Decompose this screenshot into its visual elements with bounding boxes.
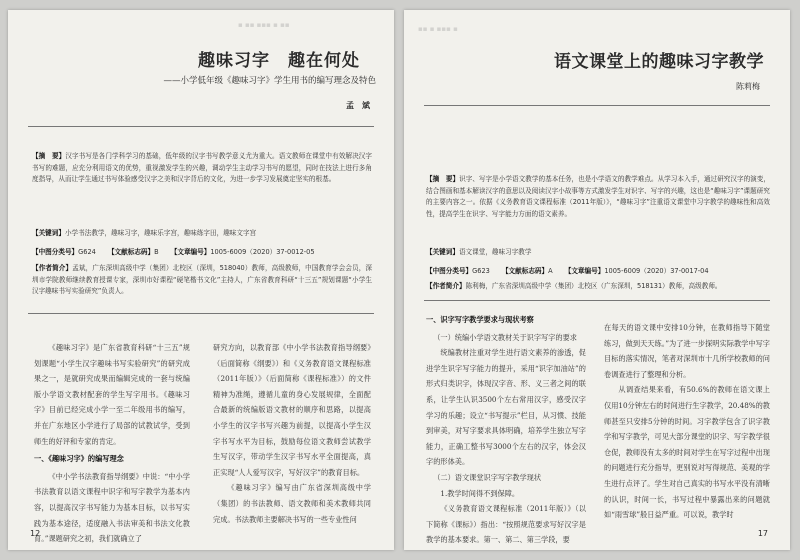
body-paragraph: 研究方向，以教育部《中小学书法教育指导纲要》（后面简称《纲要》）和《义务教育语文课程标准（2011年版）》（后面简称《课程标准》）的文件精神为准绳，遵循儿童的身心发展规律，全面配合最新的统编版语文教材的顺序和思路，以提高小学生的汉字书写兴趣为前提，以提高小学生汉字书写水平为目标，鼓励每位语文教师尝试教学生写汉字，带动学生汉字书写水平全面提高，真正实现“人人爱写汉字，写好汉字”的教育目标。 — [213, 343, 371, 477]
keywords-text: 语文课堂，趣味习字教学 — [458, 248, 532, 256]
doc-code-label: 【文献标志码】 — [107, 248, 155, 256]
body-paragraph: 在每天的语文课中安排10分钟，在教师指导下随堂练习，做到天天练。”为了进一步探明实际教学中写字目标的落实情况，笔者对深圳市十几所学校教师的问卷调查进行了整理和分析。 — [604, 323, 770, 379]
article-author: 孟 斌 — [346, 101, 370, 110]
article-no-value: 1005-6009（2020）37-0017-04 — [604, 267, 709, 275]
abstract — [32, 151, 372, 186]
abstract-label: 【摘 要】 — [426, 175, 460, 183]
doc-code-label: 【文献标志码】 — [501, 267, 549, 275]
article-no-label: 【文章编号】 — [564, 267, 605, 275]
author-intro — [426, 281, 770, 293]
subsection-heading: （一）统编小学语文教材关于识字写字的要求 — [433, 332, 577, 342]
right-page — [404, 10, 790, 550]
keywords — [426, 247, 770, 259]
body-column-1 — [426, 310, 586, 548]
bleed-through-text: ▪ ▪▪ ▪▪▪ ▪ ▪▪ — [238, 21, 290, 29]
body-paragraph: 《趣味习字》编写由广东省深圳高级中学（集团）的书法教师、语文教师和美术教师共同完成。书法教师主要解决书写的一些专业性问 — [213, 483, 371, 524]
body-paragraph: 统编教材注重对学生进行语文素养的渗透，促进学生识字写字能力的提升，采用“识字加油站”的形式归类识字，体现汉字音、形、义三者之间的联系，让学生认识3500个左右常用汉字，感受汉字学习的乐趣；设立“书写提示”栏目，从习惯、技能到审美，对写字要求具体明确，培养学生独立写字能力，正确工整书写3000个左右的汉字，体会汉字的形体美。 — [426, 348, 586, 467]
keywords-text: 小学书法教学，趣味习字，趣味乐字宫，趣味练字田，趣味文字宫 — [64, 229, 257, 237]
doc-code-value: A — [548, 267, 553, 275]
body-column-2 — [213, 340, 371, 527]
body-column-1 — [34, 340, 190, 547]
keywords — [32, 228, 372, 240]
article-no-value: 1005-6009（2020）37-0012-05 — [210, 248, 315, 256]
body-paragraph: 1.教学时间得不到保障。 — [440, 488, 520, 498]
bleed-through-text: ▪▪ ▪ ▪▪▪ ▪ — [418, 25, 458, 33]
divider — [28, 126, 374, 127]
body-column-2 — [604, 320, 770, 523]
author-intro-label: 【作者简介】 — [32, 264, 73, 272]
divider — [424, 105, 770, 106]
clc-value: G623 — [472, 267, 490, 275]
divider — [424, 300, 770, 301]
clc-value: G624 — [78, 248, 96, 256]
section-heading: 一、识字写字教学要求与现状考察 — [426, 315, 534, 324]
article-author: 陈莉梅 — [736, 82, 760, 91]
classification-row — [32, 246, 315, 256]
abstract-text: 识字、写字是小学语文教学的基本任务，也是小学语文的教学难点。从学习本入手，通过研究汉字的演变，结合图画和基本解读汉字的意思以及阅读汉字小故事等方式激发学生对识字、写字的兴趣，这也是“趣味习字”课题研究的主要内容之一。依据《义务教育语文课程标准（2011年版）》，“趣味习字”注重语文课堂中习字教学的趣味性和高效性，提高学生在识字、写字能力方面的语文素养。 — [426, 175, 771, 218]
page-number: 17 — [757, 529, 768, 538]
author-intro-label: 【作者简介】 — [426, 282, 466, 290]
article-title: 趣味习字 趣在何处 — [198, 51, 360, 71]
abstract-text: 汉字书写是各门学科学习的基础，低年级的汉字书写教学意义尤为重大。语文教师在课堂中有效解决汉字书写的难题，应充分利用语文的优势，重视激发学生的兴趣，调动学生主动学习书写的愿望，同时在技法上进行多角度指导，从而让学生通过书写体验感受汉字之美和汉字背后的文化，为进一步学习发展奠定坚实的根基。 — [32, 152, 373, 183]
article-subtitle: ——小学低年级《趣味习字》学生用书的编写理念及特色 — [163, 76, 376, 86]
abstract — [426, 174, 770, 220]
section-heading: 一、《趣味习字》的编写理念 — [34, 454, 124, 464]
left-page — [8, 10, 394, 550]
doc-code-value: B — [154, 248, 159, 256]
article-no-label: 【文章编号】 — [170, 248, 211, 256]
keywords-label: 【关键词】 — [32, 229, 65, 237]
classification-row — [426, 265, 709, 275]
subsection-heading: （二）语文课堂识字写字教学现状 — [433, 472, 542, 482]
author-intro-text: 孟斌，广东深圳高级中学（集团）北校区（深圳，518040）教师，高级教师，中国教育学会会员，深圳市学院教师继续教育授课专家，深圳市好课程“硬笔楷书文化”主持人，广东省教育科研“十三五”规划课题“小学生汉字趣味书写实验研究”负责人。 — [32, 264, 373, 295]
divider — [28, 313, 374, 314]
body-paragraph: 《趣味习字》是广东省教育科研“十三五”规划课题“小学生汉字趣味书写实验研究”的研究成果之一，是就研究成果而编辑完成的一套与统编版小学语文教材配套的学生写字用书。《趣味习字》目前已经完成小学一至二年级用书的编写，并在广东地区小学进行了局部的试教试学，受到师生的好评和专家的肯定。 — [34, 343, 190, 446]
page-number: 12 — [30, 529, 41, 538]
abstract-label: 【摘 要】 — [32, 152, 66, 160]
author-intro-text: 陈利梅，广东省深圳高级中学（集团）北校区（广东深圳，518131）教师，高级教师。 — [465, 282, 722, 290]
clc-label: 【中图分类号】 — [32, 248, 79, 256]
keywords-label: 【关键词】 — [426, 248, 459, 256]
clc-label: 【中图分类号】 — [426, 267, 473, 275]
body-paragraph: 从调查结果来看，有50.6%的教师在语文课上仅用10分钟左右的时间进行生字教学，20.48%的教师甚至只安排5分钟的时间。习字教学包含了识字教学和写字教学，可见大部分课堂的识字、写字教学很仓促，教师没有太多的时间对学生在写字过程中出现的问题进行充分指导，更别说对写得规范、美观的学生进行点评了。学生对自己真实的书写水平没有清晰的认识，时间一长，书写过程中暴露出来的问题就如“雨雪球”般日益严重。可以说，教学时 — [604, 385, 770, 520]
body-paragraph: 《中小学书法教育指导纲要》中说：“中小学书法教育以语文课程中识字和写字教学为基本内容，以提高汉字书写能力为基本目标，以书写实践为基本途径，适度融入书法审美和书法文化教育。”课题研究之初，我们就确立了 — [34, 471, 190, 544]
body-paragraph: 《义务教育语文课程标准（2011年版）》（以下简称《课标》）指出：“按照规范要求写好汉字是教学的基本要求。第一、第二、第三学段，要 — [426, 504, 586, 545]
article-title: 语文课堂上的趣味习字教学 — [554, 52, 764, 72]
author-intro — [32, 263, 372, 298]
